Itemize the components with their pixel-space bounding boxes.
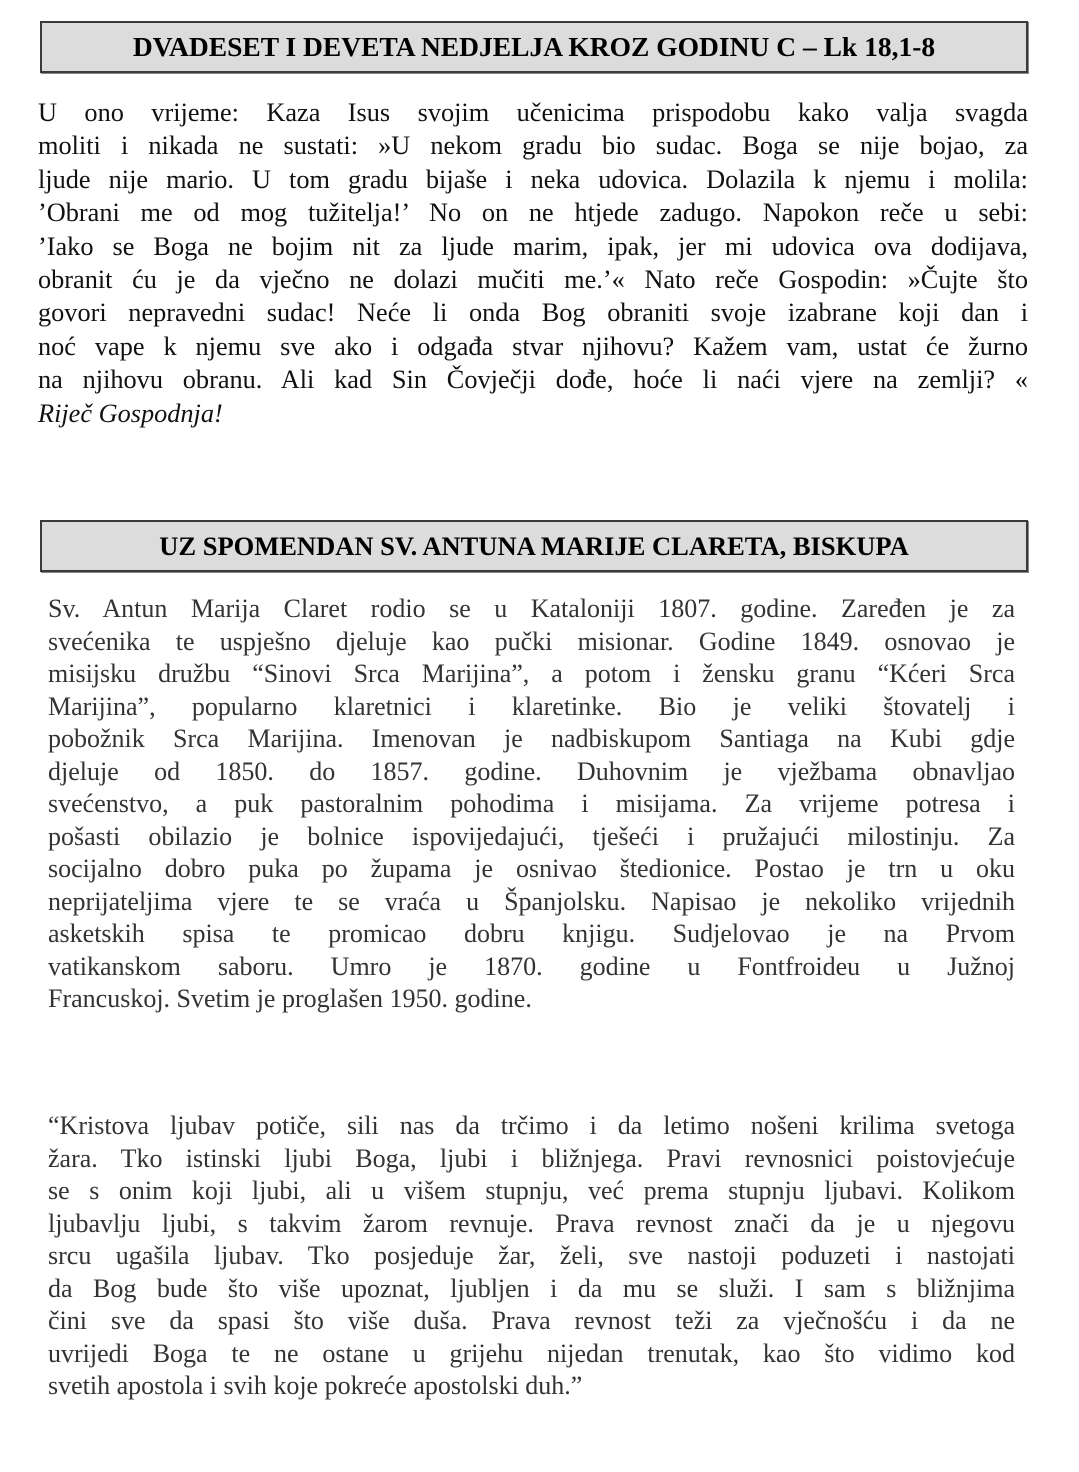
bio-line: pošasti obilazio je bolnice ispovijedajući, tješeći i pružajući milostinju. Za (48, 821, 1015, 851)
quote-line: “Kristova ljubav potiče, sili nas da trčimo i da letimo nošeni krilima svetoga (48, 1111, 1015, 1140)
bio-line: socijalno dobro puka po župama je osnivao štedionice. Postao je trn u oku (48, 854, 1015, 883)
quote-line: čini sve da spasi što više duša. Prava revnost teži za vječnošću i da ne (48, 1306, 1015, 1335)
gospel-line: U ono vrijeme: Kaza Isus svojim učenicima prispodobu kako valja svagda (38, 98, 1028, 127)
quote-line: srcu ugašila ljubav. Tko posjeduje žar, želi, sve nastoji poduzeti i nastojati (48, 1241, 1015, 1270)
quote-line: uvrijedi Boga te ne ostane u grijehu nijedan trenutak, kao što vidimo kod (48, 1338, 1015, 1368)
saint-quote (48, 1110, 1015, 1403)
gospel-line: na njihovu obranu. Ali kad Sin Čovječji dođe, hoće li naći vjere na zemlji? « (38, 365, 1028, 395)
quote-line: se s onim koji ljubi, ali u višem stupnju, već prema stupnju ljubavi. Kolikom (48, 1176, 1015, 1205)
saint-biography (48, 593, 1015, 1016)
gospel-closing: Riječ Gospodnja! (38, 398, 223, 428)
section-heading-saint: UZ SPOMENDAN SV. ANTUNA MARIJE CLARETA, BISKUPA (40, 520, 1028, 572)
bio-line: djeluje od 1850. do 1857. godine. Duhovnim je vježbama obnavljao (48, 756, 1015, 786)
quote-line: da Bog bude što više upoznat, ljubljen i da mu se služi. I sam s bližnjima (48, 1273, 1015, 1303)
quote-line: svetih apostola i svih koje pokreće apostolski duh.” (48, 1371, 583, 1400)
gospel-line: obranit ću je da vječno ne dolazi mučiti me.’« Nato reče Gospodin: »Čujte što (38, 264, 1028, 294)
gospel-line: moliti i nikada ne sustati: »U nekom gradu bio sudac. Boga se nije bojao, za (38, 131, 1028, 161)
bio-line: misijsku družbu “Sinovi Srca Marijina”, a potom i žensku granu “Kćeri Srca (48, 659, 1015, 688)
bio-line: neprijateljima vjere te se vraća u Španjolsku. Napisao je nekoliko vrijednih (48, 886, 1015, 916)
bio-line: pobožnik Srca Marijina. Imenovan je nadbiskupom Santiaga na Kubi gdje (48, 724, 1015, 753)
quote-line: ljubavlju ljubi, s takvim žarom revnuje. Prava revnost znači da je u njegovu (48, 1208, 1015, 1238)
bio-line: Marijina”, popularno klaretnici i klaretinke. Bio je veliki štovatelj i (48, 691, 1015, 721)
gospel-line: ’Iako se Boga ne bojim nit za ljude marim, ipak, jer mi udovica ova dodijava, (38, 231, 1028, 261)
section-heading-sunday: DVADESET I DEVETA NEDJELJA KROZ GODINU C – Lk 18,1-8 (40, 21, 1028, 73)
gospel-line: govori nepravedni sudac! Neće li onda Bog obraniti svoje izabrane koji dan i (38, 298, 1028, 328)
gospel-line: noć vape k njemu sve ako i odgađa stvar njihovu? Kažem vam, ustat će žurno (38, 331, 1028, 361)
bio-line: svećenstvo, a puk pastoralnim pohodima i misijama. Za vrijeme potresa i (48, 789, 1015, 818)
bio-line: svećenika te uspješno djeluje kao pučki misionar. Godine 1849. osnovao je (48, 626, 1015, 656)
gospel-line: ’Obrani me od mog tužitelja!’ No on ne htjede zadugo. Napokon reče u sebi: (38, 198, 1028, 228)
bio-line: vatikanskom saboru. Umro je 1870. godine u Fontfroideu u Južnoj (48, 951, 1015, 981)
bio-line: asketskih spisa te promicao dobru knjigu. Sudjelovao je na Prvom (48, 919, 1015, 948)
bio-line: Francuskoj. Svetim je proglašen 1950. godine. (48, 984, 532, 1013)
gospel-reading (38, 96, 1028, 430)
bio-line: Sv. Antun Marija Claret rodio se u Kataloniji 1807. godine. Zaređen je za (48, 594, 1015, 623)
gospel-line: ljude nije mario. U tom gradu bijaše i neka udovica. Dolazila k njemu i molila: (38, 164, 1028, 194)
quote-line: žara. Tko istinski ljubi Boga, ljubi i bližnjega. Pravi revnosnici poistovjećuje (48, 1143, 1015, 1173)
